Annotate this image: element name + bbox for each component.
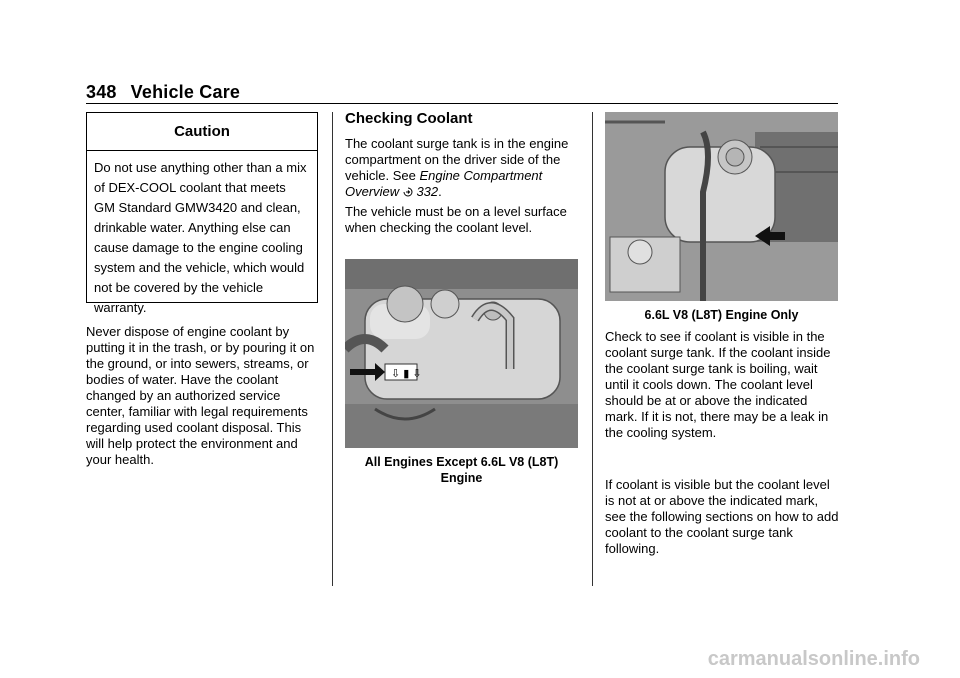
location-paragraph bbox=[345, 136, 580, 200]
add-coolant-paragraph: If coolant is visible but the coolant level is not at or above the indicated mark, see the following sections on how to add coolant to the coolant surge tank following. bbox=[605, 477, 839, 556]
watermark-text: carmanualsonline.info bbox=[707, 648, 920, 670]
svg-text:⇩ ▮ ⇩: ⇩ ▮ ⇩ bbox=[391, 368, 422, 380]
coolant-tank-illustration-2 bbox=[605, 112, 838, 301]
disposal-paragraph: Never dispose of engine coolant by putting it in the trash, or by pouring it on the ground, or into sewers, streams, or bodies of water. Have the coolant changed by an authorized service center, familiar with legal requirements regarding used coolant disposal. This will help protect the environment and your health. bbox=[86, 324, 315, 467]
caution-box bbox=[86, 112, 318, 315]
location-text: The coolant surge tank is in the engine compartment on the driver side of the vehicle. See bbox=[345, 136, 569, 183]
coolant-tank-illustration-1 bbox=[345, 259, 578, 448]
check-paragraph: Check to see if coolant is visible in the coolant surge tank. If the coolant inside the coolant surge tank is boiling, wait until it cools down. The coolant level should be at or above the indicated mark. If it is not, there may be a leak in the cooling system. bbox=[605, 329, 831, 440]
coolant-tank-image-1 bbox=[345, 259, 578, 448]
header-rule bbox=[86, 103, 838, 104]
caution-title: Caution bbox=[87, 113, 317, 151]
watermark bbox=[0, 648, 960, 671]
section-heading: Checking Coolant bbox=[345, 110, 473, 127]
figure-caption-1: All Engines Except 6.6L V8 (L8T) Engine bbox=[364, 455, 559, 485]
page-header bbox=[86, 82, 240, 103]
page-ref-number[interactable]: 332 bbox=[416, 184, 439, 199]
column-divider-right bbox=[592, 112, 593, 586]
coolant-tank-image-2 bbox=[605, 112, 838, 301]
caution-text: Do not use anything other than a mix of DEX-COOL coolant that meets GM Standard GMW3420 and clean, drinkable water. Anything else can cause damage to the engine cooling system and the vehicle, which would not be covered by the vehicle warranty. bbox=[94, 160, 307, 315]
section-title: Vehicle Care bbox=[130, 82, 241, 102]
page-ref-arrow-icon bbox=[403, 187, 413, 197]
page-number: 348 bbox=[86, 82, 117, 102]
engine-compartment-link[interactable]: Engine Compartment Overview bbox=[345, 168, 543, 199]
level-paragraph: The vehicle must be on a level surface when checking the coolant level. bbox=[345, 204, 567, 235]
column-divider-left bbox=[332, 112, 333, 586]
figure-caption-2: 6.6L V8 (L8T) Engine Only bbox=[644, 308, 799, 322]
location-end: . bbox=[438, 184, 442, 199]
